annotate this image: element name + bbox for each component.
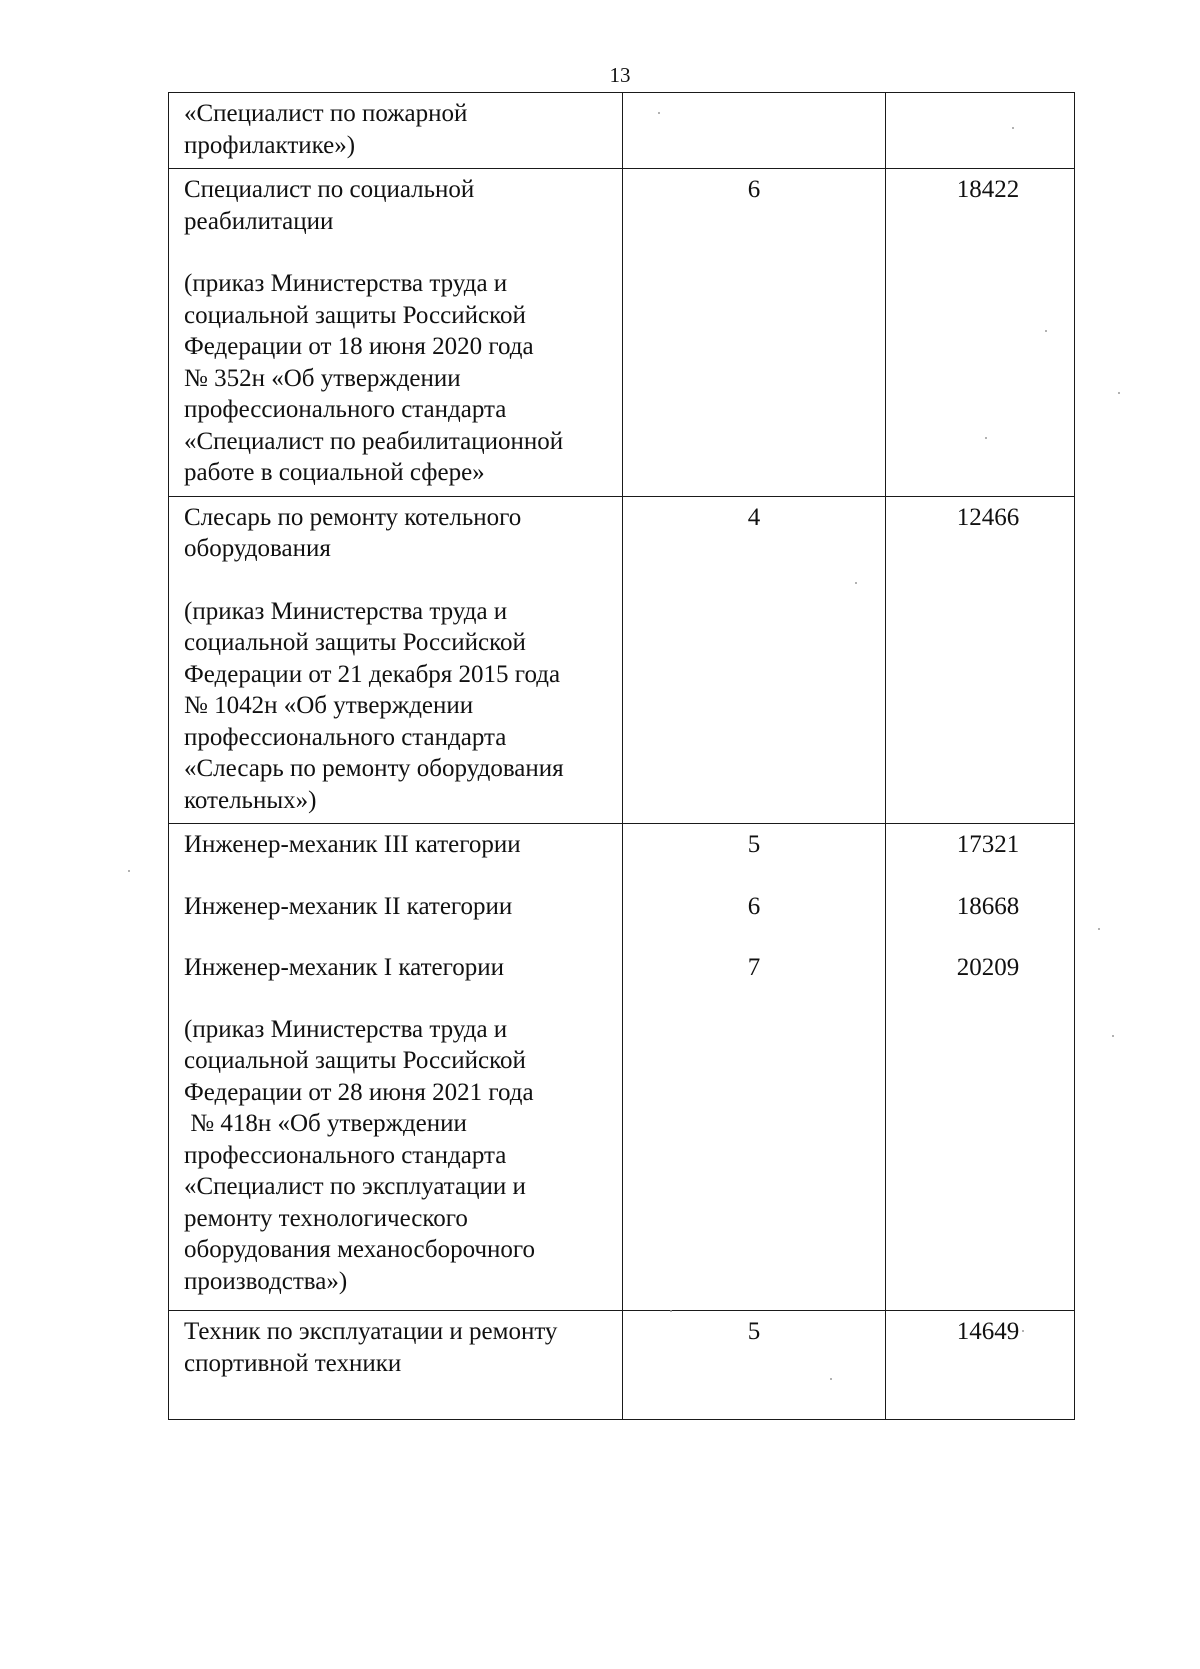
order-note-line: «Специалист по реабилитационной xyxy=(184,427,564,455)
order-note-line: производства») xyxy=(184,1267,348,1295)
order-note-line: социальной защиты Российской xyxy=(184,629,526,656)
salary-value: 20209 xyxy=(956,954,1020,981)
scan-speck xyxy=(128,870,130,872)
position-title-line: оборудования xyxy=(184,535,331,562)
position-title-line: Слесарь по ремонту котельного xyxy=(184,503,522,531)
position-title-line: Специалист по социальной xyxy=(184,176,475,203)
salary-value: 14649 xyxy=(956,1318,1020,1345)
table-row xyxy=(169,169,1075,497)
salary-table xyxy=(168,92,1075,1420)
order-note-line: профессионального стандарта xyxy=(184,723,507,751)
scan-speck xyxy=(1112,1035,1114,1037)
salary-cell xyxy=(886,824,1075,1311)
scan-speck xyxy=(670,1310,672,1312)
scan-speck xyxy=(830,1378,832,1380)
position-cell xyxy=(169,824,623,1311)
position-cell xyxy=(169,496,623,824)
position-name: Инженер-механик III категории xyxy=(184,831,521,858)
salary-cell xyxy=(886,93,1075,169)
order-note-line: социальной защиты Российской xyxy=(184,1047,526,1074)
scan-speck xyxy=(1012,127,1014,129)
order-note-line: котельных») xyxy=(184,786,317,814)
table-row xyxy=(169,496,1075,824)
grade-cell xyxy=(623,824,886,1311)
scan-speck xyxy=(855,582,857,584)
salary-cell xyxy=(886,1311,1075,1420)
position-cell xyxy=(169,1311,623,1420)
scan-speck xyxy=(658,112,660,114)
order-note-line: профессионального стандарта xyxy=(184,1141,507,1169)
scan-speck xyxy=(1045,330,1047,332)
order-note-line: профессионального стандарта xyxy=(184,396,507,423)
grade-value: 5 xyxy=(747,831,761,858)
position-title-line: Техник по эксплуатации и ремонту xyxy=(184,1318,558,1345)
order-note-line: «Слесарь по ремонту оборудования xyxy=(184,755,564,782)
salary-value: 18422 xyxy=(956,176,1020,203)
grade-value: 5 xyxy=(747,1318,761,1345)
grade-cell xyxy=(623,1311,886,1420)
position-name: Инженер-механик I категории xyxy=(184,954,504,981)
scan-speck xyxy=(985,437,987,439)
order-note-line: «Специалист по эксплуатации и xyxy=(184,1173,526,1200)
position-cell xyxy=(169,93,623,169)
order-note-line: № 1042н «Об утверждении xyxy=(184,692,474,719)
salary-cell xyxy=(886,496,1075,824)
order-note-line: № 418н «Об утверждении xyxy=(184,1110,467,1137)
grade-value: 4 xyxy=(747,503,761,531)
table-row xyxy=(169,1311,1075,1420)
table-row xyxy=(169,824,1075,1311)
order-note-line: Федерации от 28 июня 2021 года xyxy=(184,1078,534,1106)
scan-speck xyxy=(1118,392,1120,394)
position-title-line: профилактике») xyxy=(184,131,356,159)
order-note-line: социальной защиты Российской xyxy=(184,301,526,329)
grade-value: 6 xyxy=(747,176,761,203)
order-note-line: ремонту технологического xyxy=(184,1204,468,1232)
position-cell xyxy=(169,169,623,497)
order-note-line: работе в социальной сфере» xyxy=(184,459,485,486)
scan-speck xyxy=(1098,928,1100,930)
grade-cell xyxy=(623,169,886,497)
salary-value: 12466 xyxy=(956,503,1020,531)
order-note-line: Федерации от 21 декабря 2015 года xyxy=(184,660,561,688)
grade-cell xyxy=(623,496,886,824)
position-title-line: реабилитации xyxy=(184,207,334,235)
order-note-line: (приказ Министерства труда и xyxy=(184,597,508,625)
position-title-line: «Специалист по пожарной xyxy=(184,100,468,127)
grade-value: 7 xyxy=(747,954,761,981)
salary-value: 17321 xyxy=(956,831,1020,858)
order-note-line: № 352н «Об утверждении xyxy=(184,364,461,392)
scan-speck xyxy=(1022,1330,1024,1332)
grade-cell xyxy=(623,93,886,169)
order-note-line: (приказ Министерства труда и xyxy=(184,270,508,297)
order-note-line: Федерации от 18 июня 2020 года xyxy=(184,333,534,360)
position-title-line: спортивной техники xyxy=(184,1349,402,1377)
page-number: 13 xyxy=(609,63,631,87)
order-note-line: (приказ Министерства труда и xyxy=(184,1015,508,1043)
order-note-line: оборудования механосборочного xyxy=(184,1236,536,1263)
salary-value: 18668 xyxy=(956,892,1020,920)
position-name: Инженер-механик II категории xyxy=(184,892,513,920)
grade-value: 6 xyxy=(747,892,761,920)
salary-cell xyxy=(886,169,1075,497)
table-row xyxy=(169,93,1075,169)
